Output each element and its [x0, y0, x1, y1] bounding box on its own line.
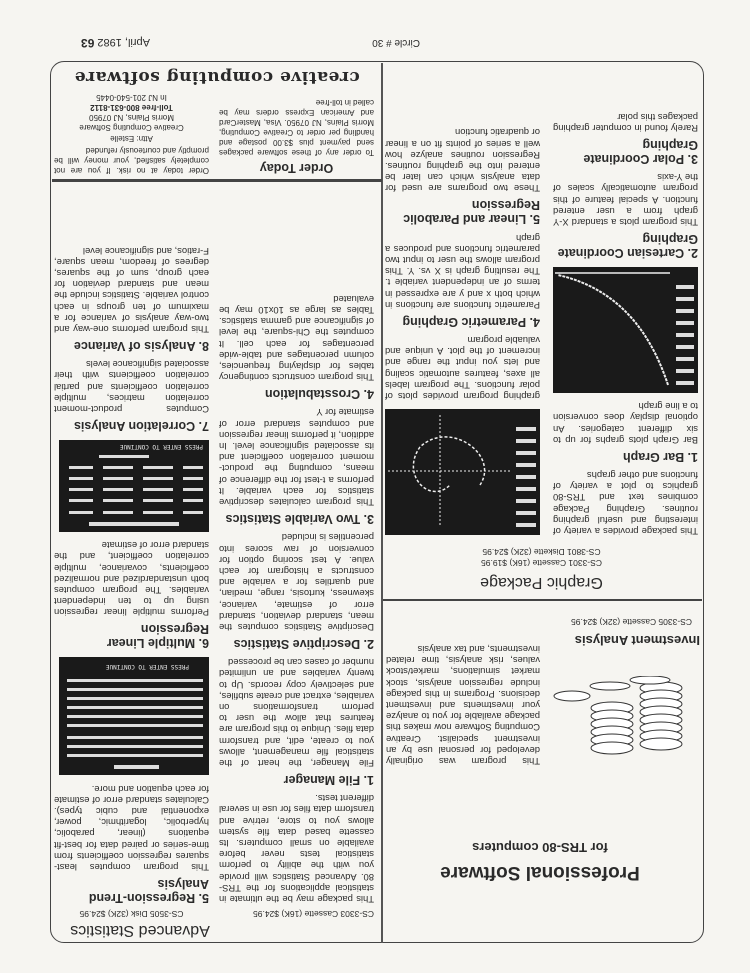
- address-line: Creative Computing Software: [79, 123, 184, 132]
- ad-title: Professional Software: [440, 862, 640, 883]
- section-text: Rarely found in computer graphing packages this polar: [553, 111, 698, 134]
- section-text: This program computes least-squares regression coefficients from time-series or paired data for best-fit equations (linear, parabolic, hyperbolic, logarithmic, power, exponential and cubic types). Calculates standard error of estimate for each equation and more.: [54, 783, 209, 873]
- section-two-variable: [219, 407, 374, 526]
- reader-service-circle: Circle # 30: [372, 37, 420, 48]
- attn-line: Attn: Estelle: [110, 134, 153, 143]
- section-anova: [54, 245, 209, 353]
- section-rule: [383, 599, 702, 601]
- cartesian-graph-screenshot: [553, 267, 698, 393]
- section-cartesian: [553, 172, 698, 260]
- advanced-price-cassette: CS-3303 Cassette (16K) $24.95: [253, 909, 374, 919]
- advanced-column-left: [219, 288, 374, 919]
- graphic-column-right: [385, 121, 540, 537]
- section-text: Bar Graph plots graphs for up to six different categories. An optional display does conversion to a line graph: [553, 401, 698, 446]
- guarantee-text: Order today at no risk. If you are not completely satisfied, your money will be promptly and courteously refunded: [54, 146, 209, 175]
- advanced-price-disk: CS-3505 Disk (32K) $24.95: [79, 909, 184, 919]
- section-linear-regression: [385, 127, 540, 226]
- correlation-screenshot: [59, 440, 209, 532]
- investment-heading: Investment Analysis: [574, 633, 700, 648]
- section-heading: 5. Regression-Trend Analysis: [88, 877, 209, 905]
- section-heading: 1. Bar Graph: [622, 449, 698, 464]
- page-number: 63: [80, 36, 95, 50]
- section-text: These two programs are used for data analysis which can later be entered into the graphing routines. Regression routines analyze how well a series of points fit on a linear or quadratic function: [385, 127, 540, 195]
- column-divider: [382, 63, 384, 601]
- section-heading: 2. Descriptive Statistics: [233, 636, 374, 651]
- section-text: File Manager, the heart of the statistical file management, allows you to create, edit, and transform data files. Unique to this program are features that allow the user to perform transformations on variables, extract and create subfiles, and selectively copy records. Up to twenty variables and an unlimited number of cases can be processed: [219, 657, 374, 769]
- order-heading: Order Today: [259, 161, 334, 175]
- section-polar-cont: [385, 335, 540, 402]
- section-heading: 6. Multiple Linear Regression: [106, 622, 209, 651]
- section-text: This program calculates descriptive statistics for each variable. It performs a t-test for the difference of means, computing the product-moment correlation coefficient and its associated significance level. In addition, it performs linear regression and computes standard error of estimate for Y: [219, 407, 374, 509]
- screen-prompt: PRESS ENTER TO CONTINUE: [119, 442, 203, 450]
- section-regression-trend: [54, 783, 209, 905]
- issue-date: April, 1982: [97, 36, 150, 48]
- graphic-price-diskette: CS-3801 Diskette (32K) $24.95: [482, 547, 601, 557]
- section-heading: 7. Correlation Analysis: [74, 418, 209, 433]
- section-heading: 4. Parametric Graphing: [402, 314, 540, 329]
- section-parametric: [385, 232, 540, 328]
- advanced-heading: Advanced Statistics: [70, 922, 210, 939]
- advanced-column-right: [54, 239, 209, 919]
- creative-computing-logo: creative computing software: [74, 67, 360, 87]
- column-divider: [382, 601, 384, 943]
- order-guarantee-section: [54, 92, 209, 175]
- graphic-intro: This package provides a variety of interesting and useful graphing routines. Graphing Package combines text and TRS-80 graphics to plot a variety of functions and other graphs: [553, 469, 698, 537]
- toll-free-phone: Toll-free 800-631-8112: [90, 103, 173, 112]
- section-text: Descriptive Statistics computes the mean, standard deviation, standard error of estimate, variance, skewness, kurtosis, range, median, and quartiles for a variable and constructs a histogram for each value. A test scoring option for conversion of raw scores into percentiles is included: [219, 532, 374, 633]
- polar-graph-screenshot: [385, 409, 540, 535]
- section-text: This program performs one-way and two-way analysis of variance for a maximum of ten groups in each control variable. Statistics include the mean and standard deviation for each group, sum of the squares, degrees of freedom, mean square, F-ratios, and significance level: [54, 245, 209, 335]
- section-text: This program constructs contingency tables for displaying frequencies, column percentages and table-wide percentages for each cell. It computes the Chi-square, the level of significance and gamma statistics. Tables as large as 10x10 may be evaluated: [219, 293, 374, 384]
- coin-stack-illustration: [552, 676, 692, 768]
- section-text: Parametric functions are functions in which both x and y are expressed in terms of an independent variable t. The resulting graph is X vs. Y. This program allows the user to input two parametric functions and produces a graph: [385, 232, 540, 311]
- section-crosstab: [219, 294, 374, 402]
- investment-text: This program was originally developed for personal use by an investment specialist. Creative Computing Software now makes this package available for you to analyze your investments and investment decisions. Programs in this package include regression analysis, stock market simulations, market/stock values, risk analysis, time related investments, and tax analysis: [386, 643, 540, 767]
- section-heading: 2. Cartesian Coordinate Graphing: [557, 231, 698, 260]
- section-text: graphing program provides plots of polar functions. The program labels all axes, features automatic scaling and lets you input the range and increment of the plot. A unique and valuable program: [385, 334, 540, 402]
- section-file-manager: [219, 657, 374, 787]
- graphic-column-left: [553, 106, 698, 537]
- graphic-heading: Graphic Package: [480, 574, 603, 591]
- section-multiple-regression: [54, 540, 209, 650]
- section-heading: 1. File Manager: [283, 772, 374, 787]
- page-footer: [81, 36, 150, 50]
- section-heading: 5. Linear and Parabolic Regression: [403, 198, 540, 227]
- section-heading: 3. Polar Coordinate Graphing: [583, 137, 698, 166]
- regression-screenshot: [59, 657, 209, 775]
- section-heading: 8. Analysis of Variance: [73, 338, 209, 353]
- section-heading: 3. Two Variable Statistics: [225, 512, 374, 527]
- section-correlation: [54, 359, 209, 433]
- ad-subtitle: for TRS-80 computers: [472, 840, 608, 855]
- order-text: To order any of these software packages send payment plus $3.00 postage and handling per order to Creative Computing, Morris Plains, NJ 07950. Visa, MasterCard and American Express orders may be called in toll-free: [219, 98, 374, 157]
- section-descriptive: [219, 532, 374, 651]
- section-text: Computes product-moment correlation matrices, multiple correlation coefficients and partial correlation coefficients with their associated significance levels: [54, 359, 209, 415]
- advanced-intro: This package may be the ultimate in statistical applications for the TRS-80. Advanced Statistics will provide you with the ability to perform statistical tests never before available on small computers. Its cassette based data file system allows you to store, retrive and transform data files for use in several different tests.: [219, 793, 374, 905]
- section-bar-graph: [553, 401, 698, 464]
- section-text: This program plots a standard X-Y graph from a user entered function. A special feature of this program automatically scales of the Y-axis: [553, 172, 698, 228]
- nj-phone: In NJ 201-540-0445: [96, 93, 167, 102]
- order-rule: [52, 179, 382, 182]
- graphic-price-cassette: CS-3301 Cassette (16K) $19.95: [481, 558, 602, 568]
- screen-prompt: PRESS ENTER TO CONTINUE: [105, 663, 189, 671]
- order-section: [219, 97, 374, 175]
- section-heading: 4. Crosstabulation: [264, 387, 374, 402]
- section-text: Performs multiple linear regression using up to ten independent variables. The program computes both unstandardized and normalized coefficients, covariance, multiple correlation coefficient, and the standard error of estimate: [54, 540, 209, 619]
- section-polar: [553, 112, 698, 166]
- investment-price: CS-3305 Cassette (32K) $24.95: [571, 617, 692, 627]
- address-line: Morris Plains, NJ 07950: [89, 113, 174, 122]
